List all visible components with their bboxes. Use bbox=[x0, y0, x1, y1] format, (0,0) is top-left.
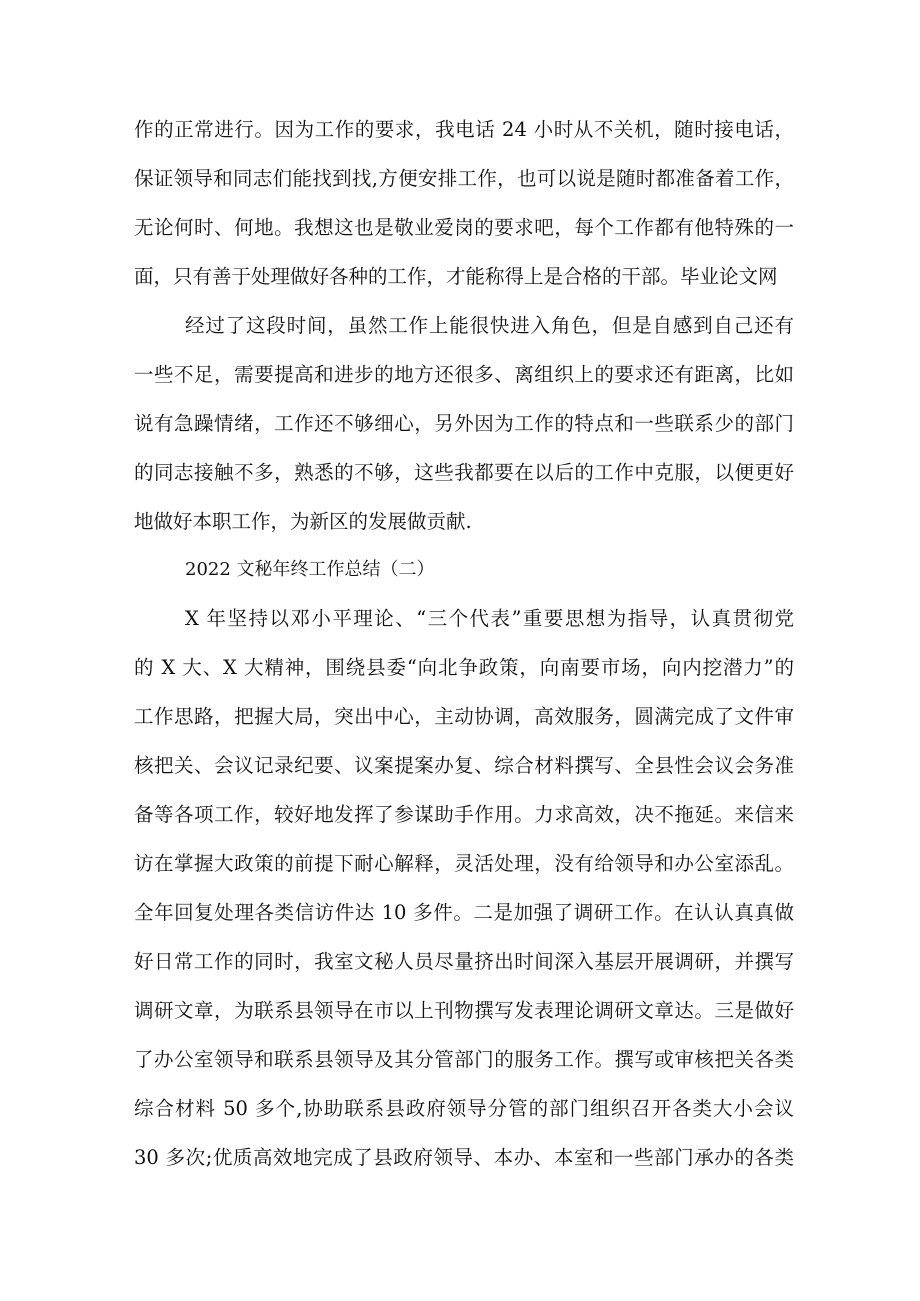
paragraph-3-line-1: X 年坚持以邓小平理论、“三个代表”重要思想为指导，认真贯彻党 bbox=[185, 607, 794, 630]
paragraph-3-line-8: 好日常工作的同时，我室文秘人员尽量挤出时间深入基层开展调研，并撰写 bbox=[134, 950, 794, 973]
paragraph-3-line-2: 的 X 大、X 大精神，围绕县委“向北争政策，向南要市场，向内挖潜力”的 bbox=[134, 656, 794, 679]
paragraph-3-line-5: 备等各项工作，较好地发挥了参谋助手作用。力求高效，决不拖延。来信来 bbox=[134, 803, 794, 826]
paragraph-2-line-5: 地做好本职工作，为新区的发展做贡献. bbox=[134, 510, 472, 533]
paragraph-2-line-1: 经过了这段时间，虽然工作上能很快进入角色，但是自感到自己还有 bbox=[185, 314, 794, 337]
paragraph-3-line-4: 核把关、会议记录纪要、议案提案办复、综合材料撰写、全县性会议会务准 bbox=[134, 754, 794, 777]
paragraph-3-line-10: 了办公室领导和联系县领导及其分管部门的服务工作。撰写或审核把关各类 bbox=[134, 1048, 794, 1071]
paragraph-3-line-9: 调研文章，为联系县领导在市以上刊物撰写发表理论调研文章达。三是做好 bbox=[134, 999, 794, 1022]
section-heading: 2022 文秘年终工作总结（二） bbox=[185, 559, 435, 580]
paragraph-1-line-3: 无论何时、何地。我想这也是敬业爱岗的要求吧，每个工作都有他特殊的一 bbox=[134, 216, 794, 239]
paragraph-2-line-4: 的同志接触不多，熟悉的不够，这些我都要在以后的工作中克服，以便更好 bbox=[134, 461, 794, 484]
paragraph-3-line-12: 30 多次;优质高效地完成了县政府领导、本办、本室和一些部门承办的各类 bbox=[134, 1146, 794, 1169]
paragraph-1-line-4: 面，只有善于处理做好各种的工作，才能称得上是合格的干部。毕业论文网 bbox=[134, 265, 778, 288]
paragraph-1-line-2: 保证领导和同志们能找到找,方便安排工作，也可以说是随时都准备着工作， bbox=[134, 167, 794, 190]
paragraph-3-line-3: 工作思路，把握大局，突出中心，主动协调，高效服务，圆满完成了文件审 bbox=[134, 705, 794, 728]
paragraph-2-line-3: 说有急躁情绪，工作还不够细心，另外因为工作的特点和一些联系少的部门 bbox=[134, 412, 794, 435]
paragraph-1-line-1: 作的正常进行。因为工作的要求，我电话 24 小时从不关机，随时接电话， bbox=[134, 118, 794, 141]
paragraph-3-line-6: 访在掌握大政策的前提下耐心解释，灵活处理，没有给领导和办公室添乱。 bbox=[134, 852, 794, 875]
paragraph-2-line-2: 一些不足，需要提高和进步的地方还很多、离组织上的要求还有距离，比如 bbox=[134, 363, 794, 386]
paragraph-3-line-11: 综合材料 50 多个,协助联系县政府领导分管的部门组织召开各类大小会议 bbox=[134, 1097, 794, 1120]
paragraph-3-line-7: 全年回复处理各类信访件达 10 多件。二是加强了调研工作。在认认真真做 bbox=[134, 901, 794, 924]
